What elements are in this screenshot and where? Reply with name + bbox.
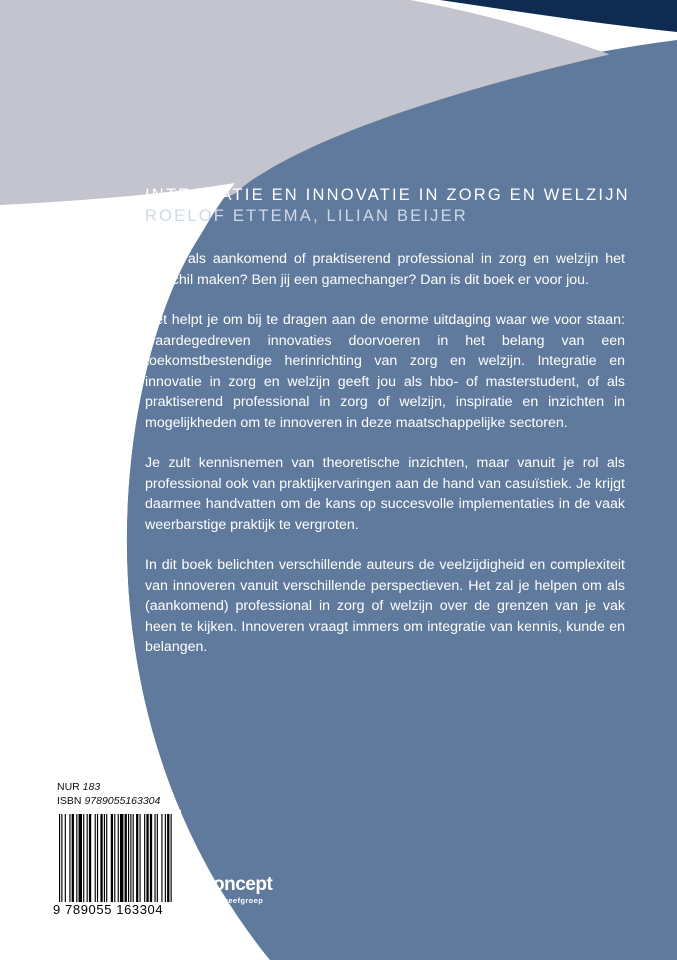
- barcode-bar: [144, 814, 145, 902]
- barcode-bar: [161, 814, 162, 902]
- barcode-bar: [111, 814, 113, 902]
- blurb-paragraph-3: Je zult kennisnemen van theoretische inzichten, maar vanuit je rol als professional ook van praktijkervaringen aan de hand van casuïstiek. Je krijgt daarmee handvatten om de kans op succesvolle implementaties in de vaak weerbarstige praktijk te vergroten.: [145, 455, 625, 533]
- barcode-bar: [106, 814, 107, 902]
- title-block: [145, 186, 645, 226]
- barcode-bar: [76, 814, 77, 902]
- blurb-paragraph-2: Het helpt je om bij te dragen aan de enorme uitdaging waar we voor staan: waardegedreven innovaties doorvoeren in het belang van een toekomstbestendige herinrichting van zorg en welzijn. Integratie en innovatie in zorg en welzijn geeft jou als hbo- of masterstudent, of als praktiserend professional in zorg of welzijn, inspiratie en inzichten in mogelijkheden om te innoveren in deze maatschappelijke sectoren.: [145, 312, 625, 431]
- barcode-bar: [95, 814, 96, 902]
- blurb-paragraph-1: Wil jij als aankomend of praktiserend professional in zorg en welzijn het verschil maken? Ben jij een gamechanger? Dan is dit boek er voor jou.: [145, 251, 625, 288]
- barcode-bar: [61, 814, 62, 902]
- barcode: [51, 810, 181, 922]
- nur-line: [57, 780, 160, 794]
- barcode-bar: [104, 814, 105, 902]
- barcode-bar: [100, 814, 102, 902]
- barcode-bar: [167, 814, 169, 902]
- book-title: INTEGRATIE EN INNOVATIE IN ZORG EN WELZIJN: [145, 186, 630, 204]
- isbn-line: [57, 794, 160, 808]
- nur-value: 183: [82, 781, 101, 793]
- barcode-bar: [125, 814, 127, 902]
- barcode-bars: [57, 814, 175, 902]
- barcode-bar: [157, 814, 158, 902]
- barcode-bar: [87, 814, 88, 902]
- barcode-bar: [140, 814, 141, 902]
- logo-name: oncept: [213, 874, 273, 895]
- barcode-bar: [79, 814, 82, 902]
- barcode-bar: [65, 814, 66, 902]
- isbn-label: ISBN: [57, 795, 82, 807]
- barcode-bar: [59, 814, 60, 902]
- book-authors: ROELOF ETTEMA, LILIAN BEIJER: [145, 207, 468, 225]
- barcode-bar: [171, 814, 172, 902]
- logo-letter: C: [196, 872, 216, 902]
- barcode-digits: 9 789055 163304: [53, 902, 164, 917]
- logo-subtitle: uitgeefgroep: [213, 896, 264, 905]
- barcode-bar: [130, 814, 131, 902]
- nur-label: NUR: [57, 781, 80, 793]
- barcode-bar: [69, 814, 70, 902]
- barcode-bar: [89, 814, 91, 902]
- blurb: [145, 249, 625, 678]
- book-metadata: [57, 780, 160, 808]
- barcode-bar: [128, 814, 129, 902]
- blurb-paragraph-4: In dit boek belichten verschillende auteurs de veelzijdigheid en complexiteit van innoveren vanuit verschillende perspectieven. Het zal je helpen om als (aankomend) professional in zorg of welzijn over de grenzen van je vak heen te kijken. Innoveren vraagt immers om integratie van kennis, kunde en belangen.: [145, 557, 625, 655]
- publisher-logo: [192, 871, 284, 911]
- barcode-bar: [133, 814, 134, 902]
- barcode-bar: [97, 814, 98, 902]
- barcode-bar: [114, 814, 115, 902]
- barcode-bar: [83, 814, 84, 902]
- barcode-bar: [136, 814, 138, 902]
- barcode-bar: [150, 814, 152, 902]
- isbn-value: 9789055163304: [84, 795, 161, 807]
- barcode-bar: [120, 814, 123, 902]
- barcode-bar: [146, 814, 148, 902]
- barcode-bar: [118, 814, 119, 902]
- barcode-bar: [165, 814, 166, 902]
- barcode-bar: [72, 814, 74, 902]
- barcode-bar: [154, 814, 155, 902]
